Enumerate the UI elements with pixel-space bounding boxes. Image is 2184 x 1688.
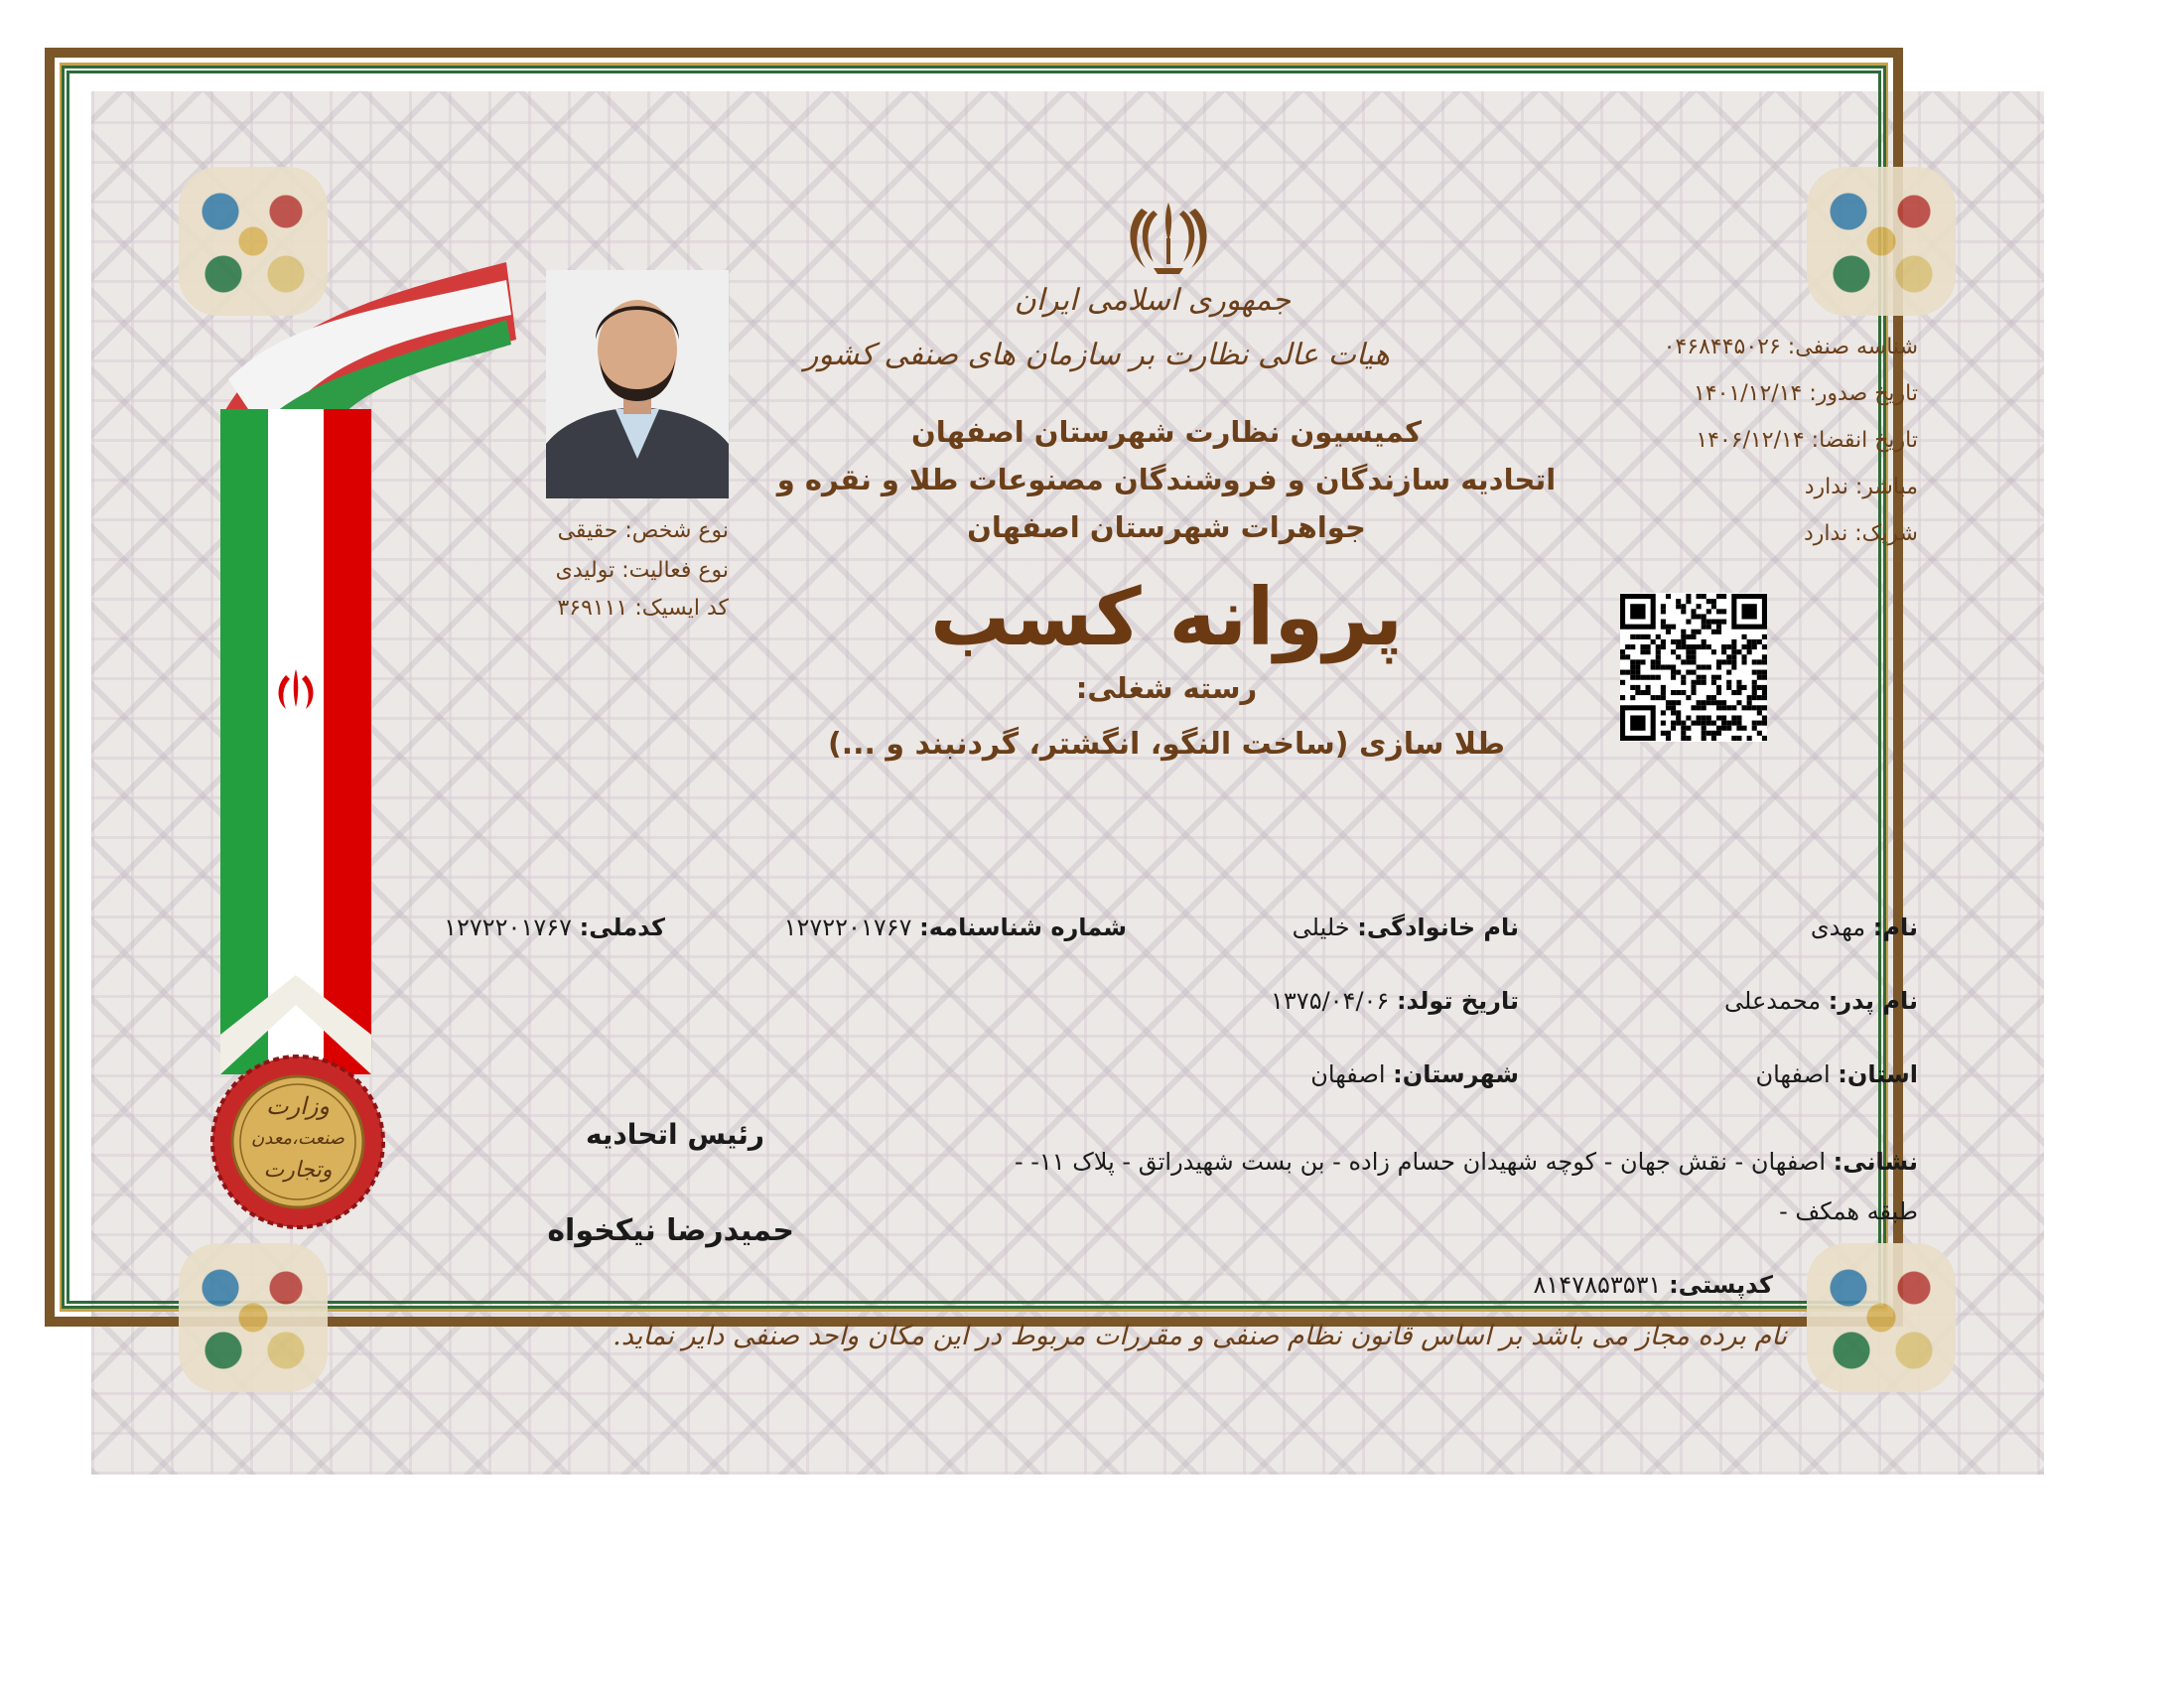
ministry-seal bbox=[208, 1053, 387, 1231]
holder-birth-date-label: تاریخ تولد: bbox=[1396, 987, 1519, 1015]
holder-city-value: اصفهان bbox=[1310, 1060, 1386, 1088]
holder-family-value: خلیلی bbox=[1292, 914, 1350, 941]
iran-flag-ribbon bbox=[208, 260, 526, 1074]
holder-father bbox=[1608, 987, 1918, 1015]
activity-type: نوع فعالیت: تولیدی bbox=[555, 558, 729, 583]
seal-text-line1: وزارت bbox=[265, 1092, 331, 1120]
holder-name-label: نام: bbox=[1872, 914, 1918, 941]
board-name: هیات عالی نظارت بر سازمان های صنفی کشور bbox=[803, 338, 1390, 372]
holder-city bbox=[1191, 1060, 1519, 1088]
expiry-date: تاریخ انقضا: ۱۴۰۶/۱۲/۱۴ bbox=[1696, 428, 1918, 453]
holder-family bbox=[1191, 914, 1519, 941]
holder-province-value: اصفهان bbox=[1755, 1060, 1831, 1088]
holder-city-label: شهرستان: bbox=[1393, 1060, 1519, 1088]
holder-postal-code-value: ۸۱۴۷۸۵۳۵۳۱ bbox=[1533, 1271, 1662, 1299]
holder-address-label: نشانی: bbox=[1833, 1148, 1918, 1176]
holder-id-number bbox=[754, 914, 1127, 941]
holder-address-line2: طبقه همکف - bbox=[1779, 1197, 1918, 1225]
holder-address-line1: اصفهان - نقش جهان - کوچه شهیدان حسام زاده - بن بست شهیدراتق - پلاک ۱۱- - bbox=[1014, 1148, 1827, 1176]
seal-text-line2: صنعت،معدن bbox=[251, 1128, 344, 1149]
isic-code: کد ایسیک: ۳۶۹۱۱۱ bbox=[557, 596, 729, 621]
union-name-line1: اتحادیه سازندگان و فروشندگان مصنوعات طلا و نقره و bbox=[776, 463, 1557, 496]
holder-name bbox=[1688, 914, 1918, 941]
certificate-title: پروانه کسب bbox=[930, 571, 1403, 663]
holder-name-value: مهدی bbox=[1810, 914, 1866, 941]
holder-birth-date-value: ۱۳۷۵/۰۴/۰۶ bbox=[1271, 987, 1390, 1015]
issue-date: تاریخ صدور: ۱۴۰۱/۱۲/۱۴ bbox=[1693, 381, 1918, 406]
corner-ornament-bottom-left bbox=[179, 1243, 328, 1392]
holder-postal-code-label: کدپستی: bbox=[1669, 1271, 1773, 1299]
seal-text-line3: وتجارت bbox=[263, 1158, 333, 1183]
job-category-label: رسته شغلی: bbox=[1075, 671, 1258, 705]
union-name-line2: جواهرات شهرستان اصفهان bbox=[967, 510, 1366, 544]
signature-name: حمیدرضا نیکخواه bbox=[547, 1213, 794, 1248]
guild-id: شناسه صنفی: ۰۴۶۸۴۴۵۰۲۶ bbox=[1663, 335, 1918, 359]
country-name: جمهوری اسلامی ایران bbox=[1014, 283, 1291, 318]
holder-id-number-label: شماره شناسنامه: bbox=[919, 914, 1127, 941]
qr-code[interactable] bbox=[1620, 593, 1767, 742]
footer-note: نام برده مجاز می باشد بر اساس قانون نظام صنفی و مقررات مربوط در این مکان واحد صنفی دایر نماید. bbox=[613, 1321, 1787, 1351]
iran-emblem-icon bbox=[1124, 199, 1213, 278]
person-type: نوع شخص: حقیقی bbox=[557, 518, 729, 543]
holder-photo bbox=[546, 270, 729, 498]
corner-ornament-top-right bbox=[1807, 167, 1956, 316]
holder-father-value: محمدعلی bbox=[1724, 987, 1822, 1015]
job-category-value: طلا سازی (ساخت النگو، انگشتر، گردنبند و ...) bbox=[828, 727, 1505, 762]
manager-info: مباشر: ندارد bbox=[1804, 475, 1918, 499]
corner-ornament-bottom-right bbox=[1807, 1243, 1956, 1392]
signature-role: رئیس اتحادیه bbox=[585, 1118, 764, 1151]
holder-national-code-label: کدملی: bbox=[579, 914, 665, 941]
holder-national-code bbox=[377, 914, 665, 941]
holder-national-code-value: ۱۲۷۲۲۰۱۷۶۷ bbox=[444, 914, 572, 941]
holder-family-label: نام خانوادگی: bbox=[1357, 914, 1519, 941]
holder-father-label: نام پدر: bbox=[1828, 987, 1918, 1015]
holder-province-label: استان: bbox=[1838, 1060, 1918, 1088]
holder-province bbox=[1608, 1060, 1918, 1088]
commission-name: کمیسیون نظارت شهرستان اصفهان bbox=[911, 415, 1422, 449]
holder-id-number-value: ۱۲۷۲۲۰۱۷۶۷ bbox=[783, 914, 912, 941]
partner-info: شریک: ندارد bbox=[1804, 521, 1918, 546]
holder-address bbox=[893, 1148, 1918, 1176]
holder-birth-date bbox=[1191, 987, 1519, 1015]
holder-postal-code bbox=[1390, 1271, 1773, 1299]
